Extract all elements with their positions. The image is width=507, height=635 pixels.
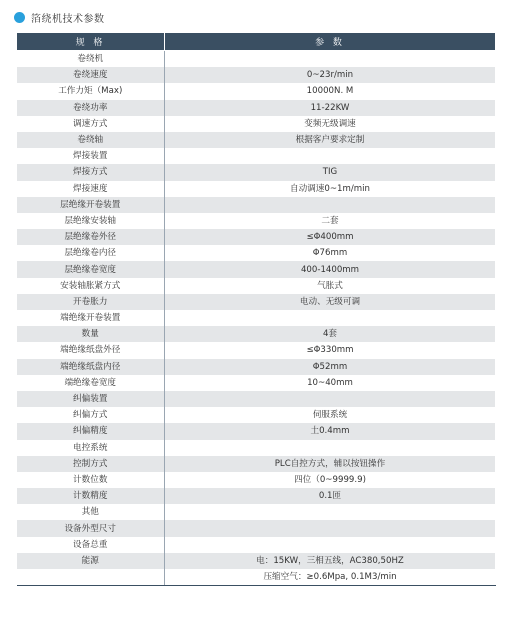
spec-name-cell: 端绝缘纸盘外径 (17, 342, 165, 358)
spec-value-cell: ≤Φ400mm (165, 229, 496, 245)
spec-value-cell: 10~40mm (165, 375, 496, 391)
table-row (17, 440, 496, 456)
table-row (17, 116, 496, 132)
spec-value-cell: Φ76mm (165, 245, 496, 261)
table-row (17, 67, 496, 83)
spec-value-cell: 根据客户要求定制 (165, 132, 496, 148)
table-row (17, 423, 496, 439)
table-row (17, 294, 496, 310)
spec-name-cell: 层绝缘卷内径 (17, 245, 165, 261)
spec-value-cell (165, 537, 496, 553)
spec-name-cell: 端绝缘开卷装置 (17, 310, 165, 326)
spec-value-cell: 气胀式 (165, 278, 496, 294)
spec-name-cell: 计数精度 (17, 488, 165, 504)
spec-name-cell: 焊接速度 (17, 181, 165, 197)
spec-name-cell: 设备外型尺寸 (17, 520, 165, 536)
spec-value-cell: 0~23r/min (165, 67, 496, 83)
spec-value-cell: 电动、无级可调 (165, 294, 496, 310)
section-header (14, 9, 105, 25)
spec-value-cell: 二套 (165, 213, 496, 229)
section-title: 箔绕机技术参数 (31, 13, 105, 25)
table-row (17, 164, 496, 180)
table-row (17, 229, 496, 245)
spec-table-body (17, 51, 496, 586)
spec-value-cell: 400-1400mm (165, 261, 496, 277)
table-row (17, 407, 496, 423)
table-row (17, 83, 496, 99)
table-row (17, 520, 496, 536)
table-row (17, 148, 496, 164)
spec-name-cell: 层绝缘卷外径 (17, 229, 165, 245)
spec-value-cell (165, 51, 496, 68)
spec-value-cell: 变频无级调速 (165, 116, 496, 132)
spec-value-cell: 电：15KW，三相五线，AC380,50HZ (165, 553, 496, 569)
spec-value-cell: TIG (165, 164, 496, 180)
spec-value-cell (165, 440, 496, 456)
spec-name-cell: 能源 (17, 553, 165, 569)
spec-name-cell: 计数位数 (17, 472, 165, 488)
spec-name-cell: 纠偏精度 (17, 423, 165, 439)
spec-value-cell: 压缩空气：≥0.6Mpa, 0.1M3/min (165, 569, 496, 586)
table-row (17, 472, 496, 488)
column-header-spec: 规 格 (17, 33, 165, 51)
spec-name-cell: 工作力矩（Max) (17, 83, 165, 99)
table-row (17, 181, 496, 197)
table-row (17, 197, 496, 213)
spec-value-cell: 10000N. M (165, 83, 496, 99)
column-header-param: 参 数 (165, 33, 496, 51)
spec-name-cell: 开卷胀力 (17, 294, 165, 310)
spec-value-cell: 四位（0~9999.9) (165, 472, 496, 488)
spec-value-cell (165, 520, 496, 536)
spec-name-cell: 卷绕机 (17, 51, 165, 68)
spec-name-cell: 纠偏方式 (17, 407, 165, 423)
spec-name-cell: 纠偏装置 (17, 391, 165, 407)
spec-value-cell: PLC自控方式，辅以按钮操作 (165, 456, 496, 472)
table-row (17, 245, 496, 261)
table-row (17, 278, 496, 294)
spec-name-cell: 层绝缘开卷装置 (17, 197, 165, 213)
table-row (17, 310, 496, 326)
spec-name-cell: 其他 (17, 504, 165, 520)
spec-name-cell: 卷绕轴 (17, 132, 165, 148)
table-row (17, 391, 496, 407)
spec-name-cell: 设备总重 (17, 537, 165, 553)
spec-value-cell: 0.1匝 (165, 488, 496, 504)
table-row (17, 537, 496, 553)
spec-value-cell (165, 197, 496, 213)
spec-name-cell: 电控系统 (17, 440, 165, 456)
table-row (17, 326, 496, 342)
table-row (17, 359, 496, 375)
spec-name-cell: 层绝缘卷宽度 (17, 261, 165, 277)
spec-value-cell: 土0.4mm (165, 423, 496, 439)
spec-value-cell: 4套 (165, 326, 496, 342)
spec-value-cell: 伺服系统 (165, 407, 496, 423)
spec-name-cell: 焊接装置 (17, 148, 165, 164)
spec-name-cell: 端绝缘纸盘内径 (17, 359, 165, 375)
spec-name-cell: 卷绕速度 (17, 67, 165, 83)
spec-value-cell: Φ52mm (165, 359, 496, 375)
spec-name-cell: 焊接方式 (17, 164, 165, 180)
table-row (17, 488, 496, 504)
spec-value-cell: 11-22KW (165, 100, 496, 116)
spec-value-cell (165, 148, 496, 164)
table-header-row (17, 33, 496, 51)
table-row (17, 261, 496, 277)
table-row (17, 100, 496, 116)
spec-value-cell (165, 391, 496, 407)
spec-value-cell: ≤Φ330mm (165, 342, 496, 358)
table-row (17, 213, 496, 229)
table-row (17, 375, 496, 391)
table-row (17, 569, 496, 586)
table-row (17, 504, 496, 520)
table-row (17, 342, 496, 358)
spec-value-cell: 自动调速0~1m/min (165, 181, 496, 197)
spec-table (16, 32, 496, 586)
spec-value-cell (165, 310, 496, 326)
spec-name-cell: 数量 (17, 326, 165, 342)
table-row (17, 553, 496, 569)
spec-name-cell: 端绝缘卷宽度 (17, 375, 165, 391)
table-row (17, 51, 496, 68)
spec-name-cell: 调速方式 (17, 116, 165, 132)
spec-name-cell (17, 569, 165, 586)
table-row (17, 456, 496, 472)
spec-name-cell: 层绝缘安装轴 (17, 213, 165, 229)
spec-name-cell: 控制方式 (17, 456, 165, 472)
spec-name-cell: 安装轴胀紧方式 (17, 278, 165, 294)
spec-value-cell (165, 504, 496, 520)
table-row (17, 132, 496, 148)
spec-name-cell: 卷绕功率 (17, 100, 165, 116)
bullet-dot-icon (14, 12, 25, 23)
